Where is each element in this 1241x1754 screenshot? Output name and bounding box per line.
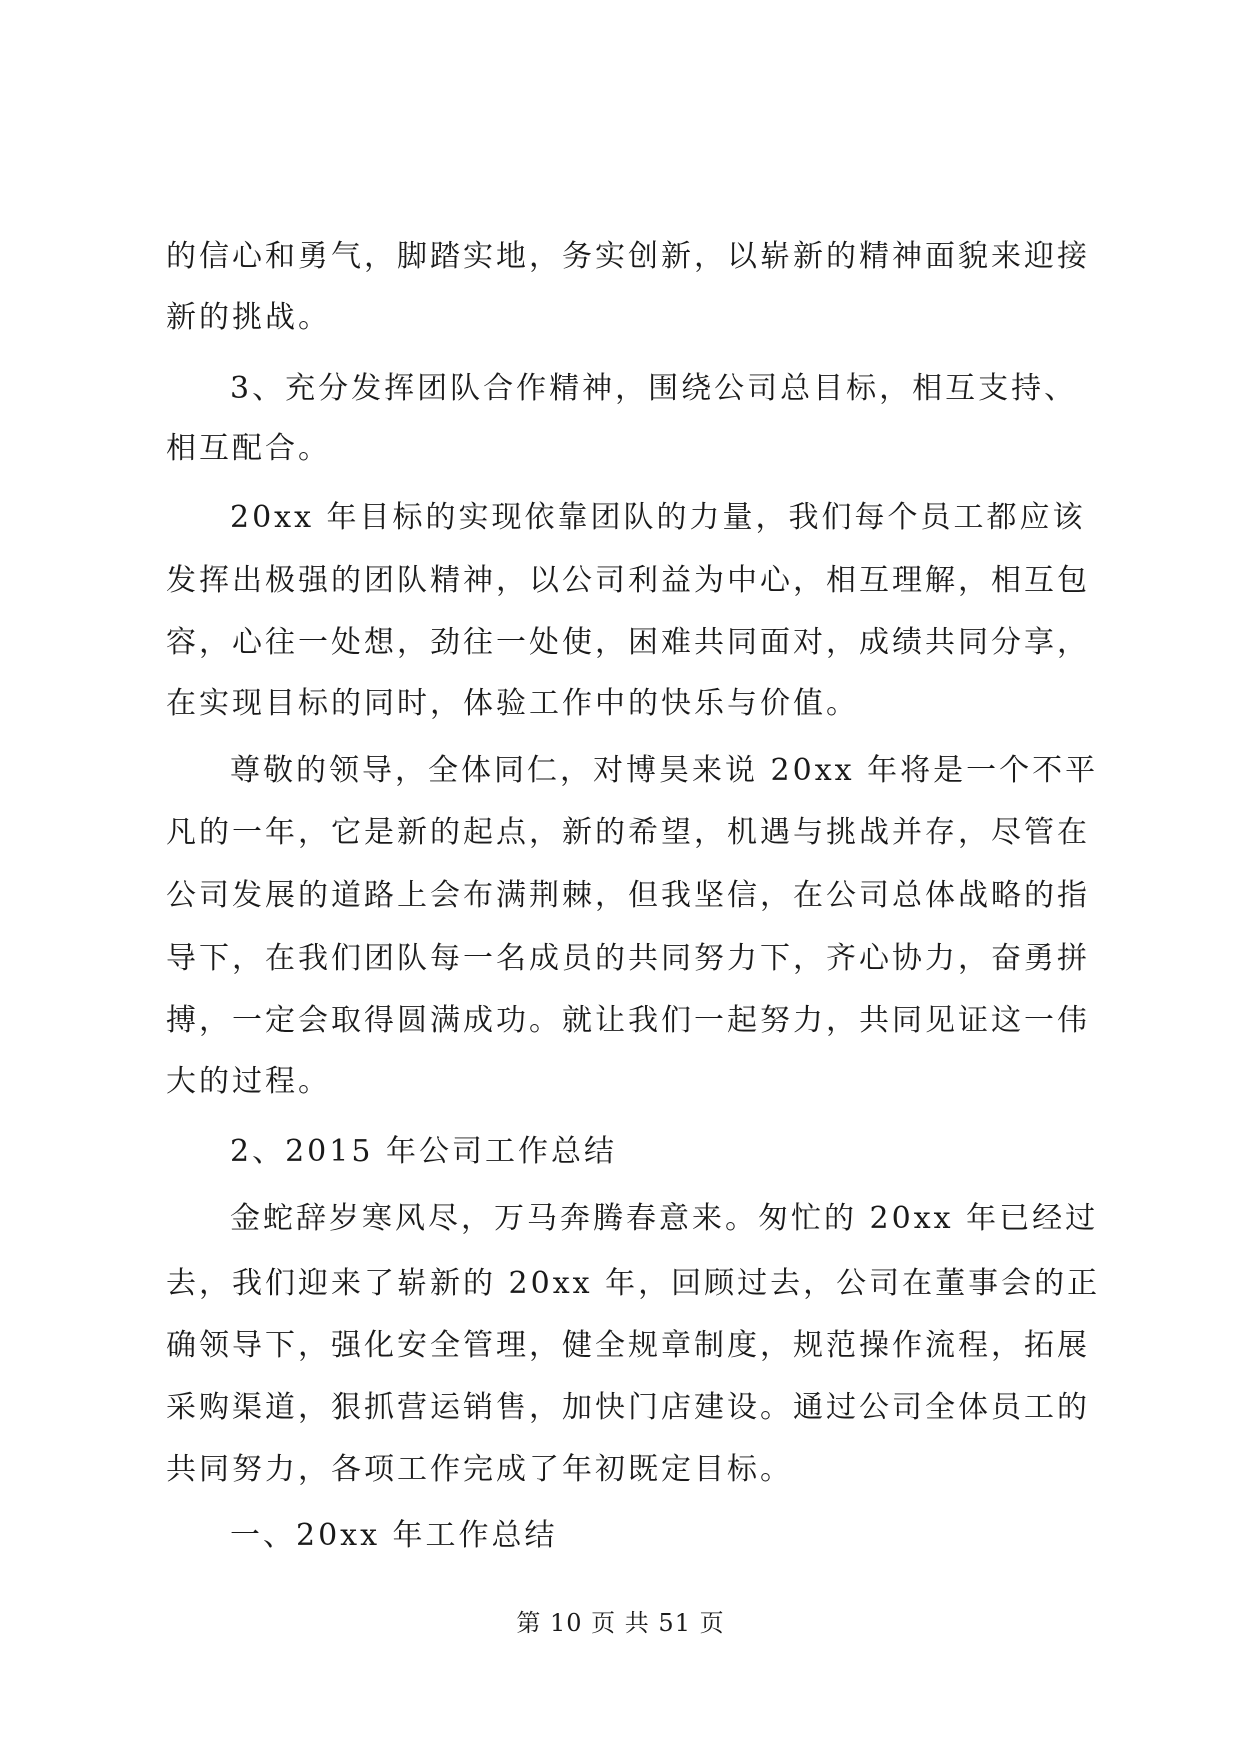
text-line: 搏，一定会取得圆满成功。就让我们一起努力，共同见证这一伟 xyxy=(166,1003,1090,1038)
text-line: 新的挑战。 xyxy=(166,300,331,335)
page-footer: 第 10 页 共 51 页 xyxy=(516,1609,725,1637)
text-line: 容，心往一处想，劲往一处使，困难共同面对，成绩共同分享， xyxy=(166,625,1090,660)
text-line: 金蛇辞岁寒风尽，万马奔腾春意来。匆忙的 20xx 年已经过 xyxy=(230,1201,1099,1236)
text-line: 确领导下，强化安全管理，健全规章制度，规范操作流程，拓展 xyxy=(166,1328,1090,1363)
text-line: 去，我们迎来了崭新的 20xx 年，回顾过去，公司在董事会的正 xyxy=(166,1266,1101,1301)
text-line: 采购渠道，狠抓营运销售，加快门店建设。通过公司全体员工的 xyxy=(166,1390,1090,1425)
text-line: 共同努力，各项工作完成了年初既定目标。 xyxy=(166,1452,793,1487)
text-line: 尊敬的领导，全体同仁，对博昊来说 20xx 年将是一个不平 xyxy=(230,753,1099,788)
text-line: 发挥出极强的团队精神，以公司利益为中心，相互理解，相互包 xyxy=(166,563,1090,598)
text-line: 在实现目标的同时，体验工作中的快乐与价值。 xyxy=(166,686,859,721)
section-heading: 一、20xx 年工作总结 xyxy=(230,1518,558,1553)
text-line: 相互配合。 xyxy=(166,431,331,466)
text-line: 20xx 年目标的实现依靠团队的力量，我们每个员工都应该 xyxy=(230,500,1086,535)
text-line: 大的过程。 xyxy=(166,1064,331,1099)
text-line: 的信心和勇气，脚踏实地，务实创新，以崭新的精神面貌来迎接 xyxy=(166,239,1090,274)
section-heading: 2、2015 年公司工作总结 xyxy=(230,1134,617,1169)
text-line: 3、充分发挥团队合作精神，围绕公司总目标，相互支持、 xyxy=(230,371,1078,406)
text-line: 凡的一年，它是新的起点，新的希望，机遇与挑战并存，尽管在 xyxy=(166,815,1090,850)
text-line: 公司发展的道路上会布满荆棘，但我坚信，在公司总体战略的指 xyxy=(166,878,1090,913)
text-line: 导下，在我们团队每一名成员的共同努力下，齐心协力，奋勇拼 xyxy=(166,941,1090,976)
